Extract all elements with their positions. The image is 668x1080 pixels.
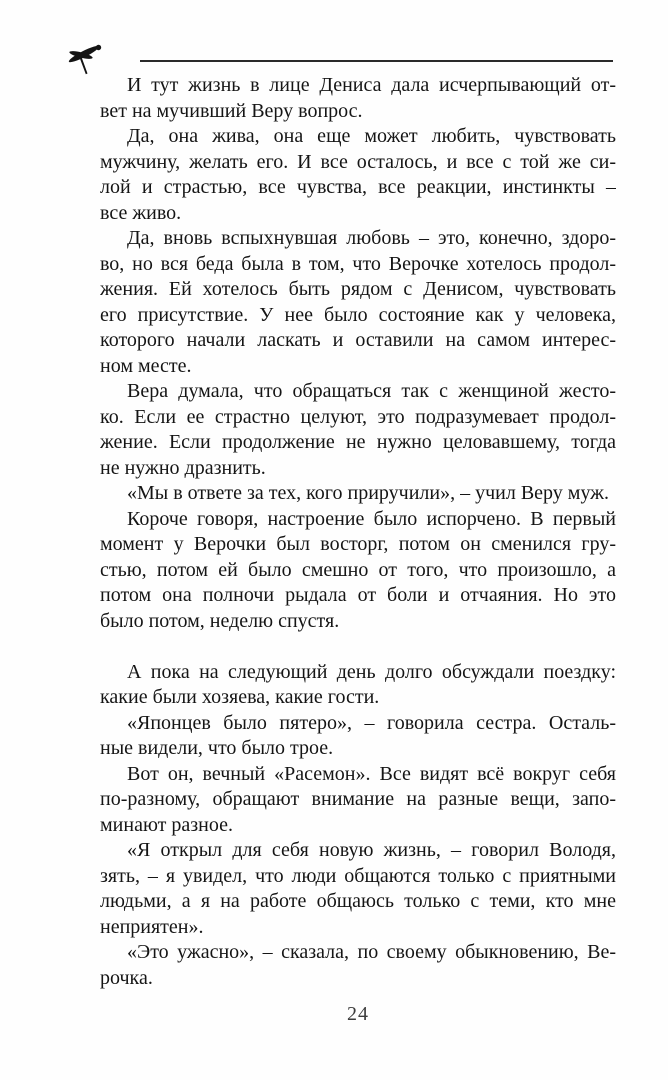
paragraph	[100, 711, 616, 762]
text-line: Вера думала, что обращаться так с женщиной жесто-	[127, 380, 616, 402]
text-line: «Это ужасно», – сказала, по своему обыкновению, Ве-	[127, 941, 616, 963]
paragraph	[100, 226, 616, 379]
text-line: во, но вся беда была в том, что Верочке хотелось продол-	[100, 252, 616, 275]
text-line: какие были хозяева, какие гости.	[100, 686, 380, 708]
text-line: лой и страстью, все чувства, все реакции, инстинкты –	[100, 176, 616, 198]
text-line: потом она полночи рыдала от боли и отчаяния. Но это	[100, 584, 616, 606]
text-line: А пока на следующий день долго обсуждали поездку:	[127, 660, 616, 683]
page-number: 24	[347, 1003, 369, 1025]
paragraph	[100, 481, 616, 507]
text-line: Вот он, вечный «Расемон». Все видят всё вокруг себя	[127, 762, 616, 785]
text-line: ные видели, что было трое.	[100, 737, 334, 759]
paragraph	[100, 762, 616, 839]
text-line: не нужно дразнить.	[100, 456, 266, 479]
paragraph	[100, 838, 616, 940]
text-line: которого начали ласкать и оставили на самом интерес-	[100, 329, 616, 351]
text-line: Короче говоря, настроение было испорчено. В первый	[127, 507, 616, 530]
text-line: «Я открыл для себя новую жизнь, – говорил Володя,	[127, 839, 616, 861]
text-line: людьми, а я на работе общаюсь только с теми, кто мне	[100, 890, 616, 912]
paragraph	[100, 124, 616, 226]
text-line: жение. Если продолжение не нужно целовавшему, тогда	[100, 431, 616, 453]
paragraph	[100, 73, 616, 124]
text-line: неприятен».	[100, 915, 204, 938]
text-line: зять, – я увидел, что люди общаются только с приятными	[100, 864, 616, 887]
paragraph	[100, 940, 616, 991]
text-line: момент у Верочки был восторг, потом он сменился гру-	[100, 533, 616, 555]
text-line: все живо.	[100, 201, 182, 224]
paragraph	[100, 507, 616, 635]
paragraph	[100, 660, 616, 711]
paragraph	[100, 379, 616, 481]
text-line: Да, вновь вспыхнувшая любовь – это, конечно, здоро-	[127, 227, 616, 249]
header-rule	[140, 60, 613, 62]
text-line: Да, она жива, она еще может любить, чувствовать	[127, 125, 616, 147]
text-line: И тут жизнь в лице Дениса дала исчерпывающий от-	[127, 74, 616, 96]
text-line: «Мы в ответе за тех, кого приручили», – учил Веру муж.	[127, 482, 609, 504]
text-line: его присутствие. У нее было состояние как у человека,	[100, 303, 616, 326]
text-line: рочка.	[100, 966, 153, 989]
text-line: стью, потом ей было смешно от того, что произошло, а	[100, 558, 616, 581]
text-line: вет на мучивший Веру вопрос.	[100, 99, 363, 122]
text-line: было потом, неделю спустя.	[100, 609, 340, 632]
text-line: ко. Если ее страстно целуют, это подразумевает продол-	[100, 405, 616, 428]
text-line: мужчину, желать его. И все осталось, и все с той же си-	[100, 150, 616, 173]
text-line: минают разное.	[100, 813, 233, 836]
text-line: «Японцев было пятеро», – говорила сестра. Осталь-	[127, 711, 616, 734]
text-line: ном месте.	[100, 354, 192, 377]
text-block	[100, 73, 616, 991]
text-line: по-разному, обращают внимание на разные вещи, запо-	[100, 788, 616, 810]
text-line: жения. Ей хотелось быть рядом с Денисом, чувствовать	[100, 278, 616, 300]
